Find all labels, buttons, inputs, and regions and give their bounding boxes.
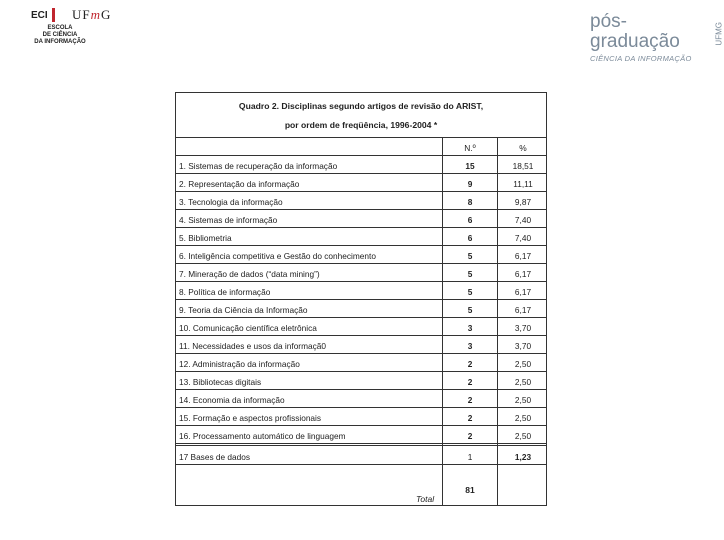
total-value: 81 — [465, 485, 475, 495]
row-count: 2 — [467, 377, 473, 387]
table-row — [176, 156, 546, 174]
row-percent: 3,70 — [514, 341, 532, 351]
row-label: 6. Inteligência competitiva e Gestão do conhecimento — [179, 251, 376, 261]
row-label: 17 Bases de dados — [179, 452, 251, 462]
table-row — [176, 300, 546, 318]
row-count: 8 — [467, 197, 473, 207]
row-percent: 3,70 — [514, 323, 532, 333]
row-count: 5 — [467, 269, 473, 279]
row-count: 5 — [467, 251, 473, 261]
row-count: 2 — [467, 395, 473, 405]
pos-graduacao-logo — [590, 11, 724, 63]
row-count: 2 — [467, 431, 473, 441]
row-count: 15 — [465, 161, 475, 171]
ufmg-logo — [72, 7, 111, 23]
row-count: 5 — [467, 305, 473, 315]
row-percent: 2,50 — [514, 359, 532, 369]
row-percent: 2,50 — [514, 395, 532, 405]
row-label: 5. Bibliometria — [179, 233, 232, 243]
eci-logo-bar — [52, 8, 55, 22]
ufmg-logo-m: m — [90, 7, 102, 22]
table-row — [176, 228, 546, 246]
total-label: Total — [416, 494, 435, 504]
table-title-line1: Quadro 2. Disciplinas segundo artigos de revisão do ARIST, — [238, 101, 484, 111]
table-row — [176, 174, 546, 192]
row-label: 3. Tecnologia da informação — [179, 197, 283, 207]
table-row — [176, 372, 546, 390]
pos-graduacao-vertical: UFMG — [715, 22, 724, 46]
row-count: 1 — [467, 452, 473, 462]
row-percent: 2,50 — [514, 377, 532, 387]
ufmg-logo-part: UF — [72, 7, 91, 22]
row-count: 2 — [467, 413, 473, 423]
eci-logo-subtitle — [30, 25, 90, 46]
row-label: 4. Sistemas de informação — [179, 215, 278, 225]
column-header-n: N.º — [464, 143, 476, 153]
row-divider — [176, 464, 546, 465]
table-title-line2: por ordem de freqüência, 1996-2004 * — [284, 120, 438, 130]
table-row — [176, 426, 546, 444]
table-row — [176, 210, 546, 228]
row-percent: 1,23 — [514, 452, 532, 462]
table-row — [176, 264, 546, 282]
row-count: 3 — [467, 323, 473, 333]
row-label: 13. Bibliotecas digitais — [179, 377, 262, 387]
eci-sub-line: DA INFORMAÇÃO — [34, 39, 86, 45]
row-count: 6 — [467, 215, 473, 225]
caption-divider — [176, 137, 546, 138]
table-row — [176, 447, 546, 465]
row-count: 3 — [467, 341, 473, 351]
row-percent: 6,17 — [514, 305, 532, 315]
row-percent: 6,17 — [514, 287, 532, 297]
row-label: 10. Comunicação científica eletrônica — [179, 323, 317, 333]
table-caption — [176, 97, 546, 135]
row-label: 2. Representação da informação — [179, 179, 300, 189]
row-label: 11. Necessidades e usos da informaçã0 — [179, 341, 326, 351]
row-label: 8. Política de informação — [179, 287, 271, 297]
pos-graduacao-title: pós-graduação — [590, 11, 680, 52]
row-percent: 2,50 — [514, 431, 532, 441]
table-row — [176, 336, 546, 354]
table-row — [176, 390, 546, 408]
ufmg-logo-part: G — [101, 7, 112, 22]
row-percent: 9,87 — [514, 197, 532, 207]
row-label: 7. Mineração de dados (“data mining”) — [179, 269, 320, 279]
row-percent: 2,50 — [514, 413, 532, 423]
pos-graduacao-subtitle: CIÊNCIA DA INFORMAÇÃO — [590, 54, 692, 63]
row-label: 12. Administração da informação — [179, 359, 300, 369]
disciplinas-table — [175, 92, 547, 506]
table-row — [176, 192, 546, 210]
row-count: 6 — [467, 233, 473, 243]
double-rule — [176, 445, 546, 446]
table-row — [176, 408, 546, 426]
row-count: 5 — [467, 287, 473, 297]
row-percent: 6,17 — [514, 251, 532, 261]
column-header-percent: % — [519, 143, 527, 153]
row-percent: 11,11 — [513, 179, 533, 189]
table-row — [176, 282, 546, 300]
row-label: 16. Processamento automático de linguagem — [179, 431, 346, 441]
table-row — [176, 246, 546, 264]
row-label: 14. Economia da informação — [179, 395, 285, 405]
row-count: 2 — [467, 359, 473, 369]
row-count: 9 — [467, 179, 473, 189]
eci-sub-line: ESCOLA — [47, 25, 73, 31]
row-percent: 7,40 — [514, 233, 532, 243]
table-row — [176, 318, 546, 336]
row-divider — [176, 443, 546, 444]
row-percent: 6,17 — [514, 269, 532, 279]
row-percent: 7,40 — [514, 215, 532, 225]
table-row — [176, 354, 546, 372]
eci-logo-text: ECI — [31, 9, 48, 21]
row-label: 9. Teoria da Ciência da Informação — [179, 305, 308, 315]
row-label: 15. Formação e aspectos profissionais — [179, 413, 322, 423]
eci-sub-line: DE CIÊNCIA — [42, 32, 78, 38]
row-label: 1. Sistemas de recuperação da informação — [179, 161, 338, 171]
row-percent: 18,51 — [512, 161, 534, 171]
